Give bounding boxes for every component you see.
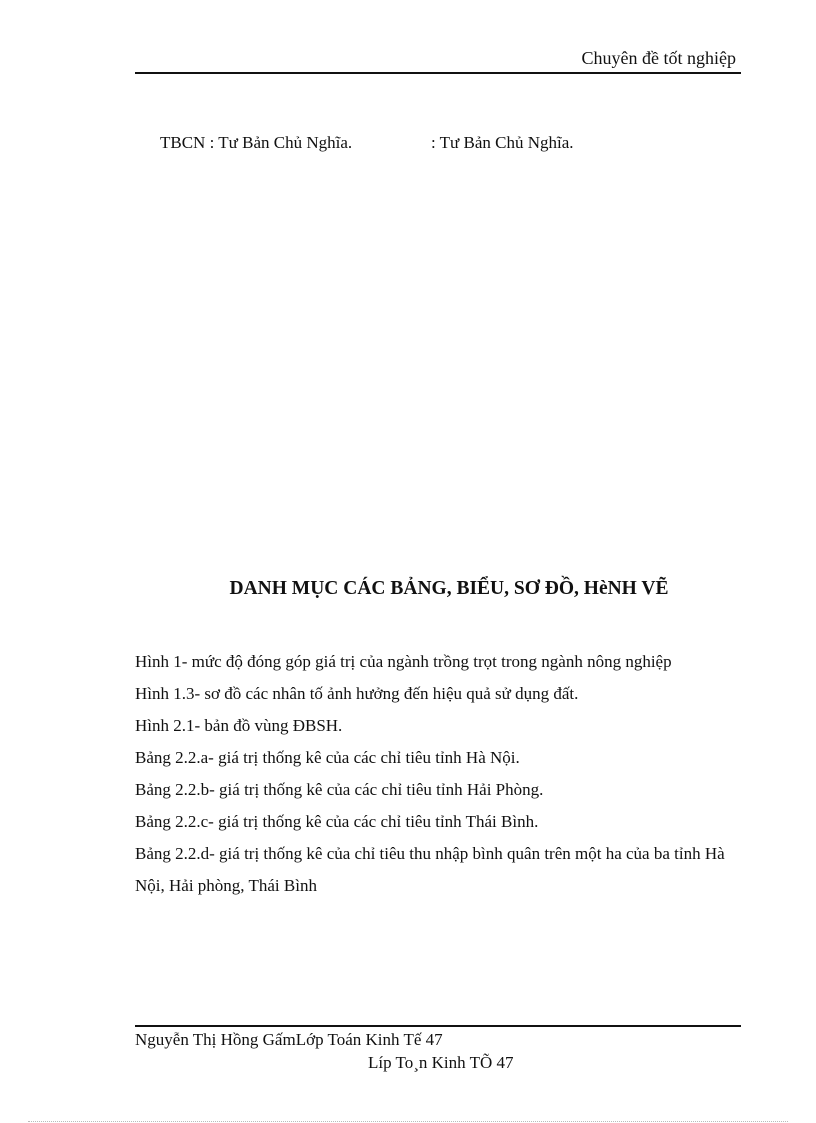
toc-item: Hình 2.1- bản đồ vùng ĐBSH. <box>135 716 343 735</box>
toc-item: Bảng 2.2.c- giá trị thống kê của các chỉ tiêu tỉnh Thái Bình. <box>135 812 539 831</box>
header-rule <box>135 72 741 74</box>
page-edge-divider <box>28 1121 788 1122</box>
footer-class: Líp To¸n Kinh TÕ 47 <box>368 1053 514 1072</box>
toc-item: Bảng 2.2.d- giá trị thống kê của chỉ tiêu thu nhập bình quân trên một ha của ba tỉnh Hà Nội, Hải phòng, Thái Bình <box>135 844 725 895</box>
toc-item: Bảng 2.2.b- giá trị thống kê của các chỉ tiêu tỉnh Hải Phòng. <box>135 780 544 799</box>
abbreviation-entry: TBCN : Tư Bản Chủ Nghĩa. <box>160 133 353 152</box>
footer-author: Nguyễn Thị Hồng GấmLớp Toán Kinh Tế 47 <box>135 1030 443 1049</box>
toc-list <box>135 646 739 902</box>
toc-item: Bảng 2.2.a- giá trị thống kê của các chỉ tiêu tỉnh Hà Nội. <box>135 748 520 767</box>
toc-item: Hình 1.3- sơ đồ các nhân tố ảnh hưởng đến hiệu quả sử dụng đất. <box>135 684 579 703</box>
toc-item: Hình 1- mức độ đóng góp giá trị của ngành trồng trọt trong ngành nông nghiệp <box>135 652 672 671</box>
running-header: Chuyên đề tốt nghiệp <box>581 48 736 68</box>
toc-title: DANH MỤC CÁC BẢNG, BIỂU, SƠ ĐỒ, HèNH VẼ <box>229 578 669 599</box>
footer-rule <box>135 1025 741 1027</box>
abbreviation-entry: : Tư Bản Chủ Nghĩa. <box>431 133 574 152</box>
